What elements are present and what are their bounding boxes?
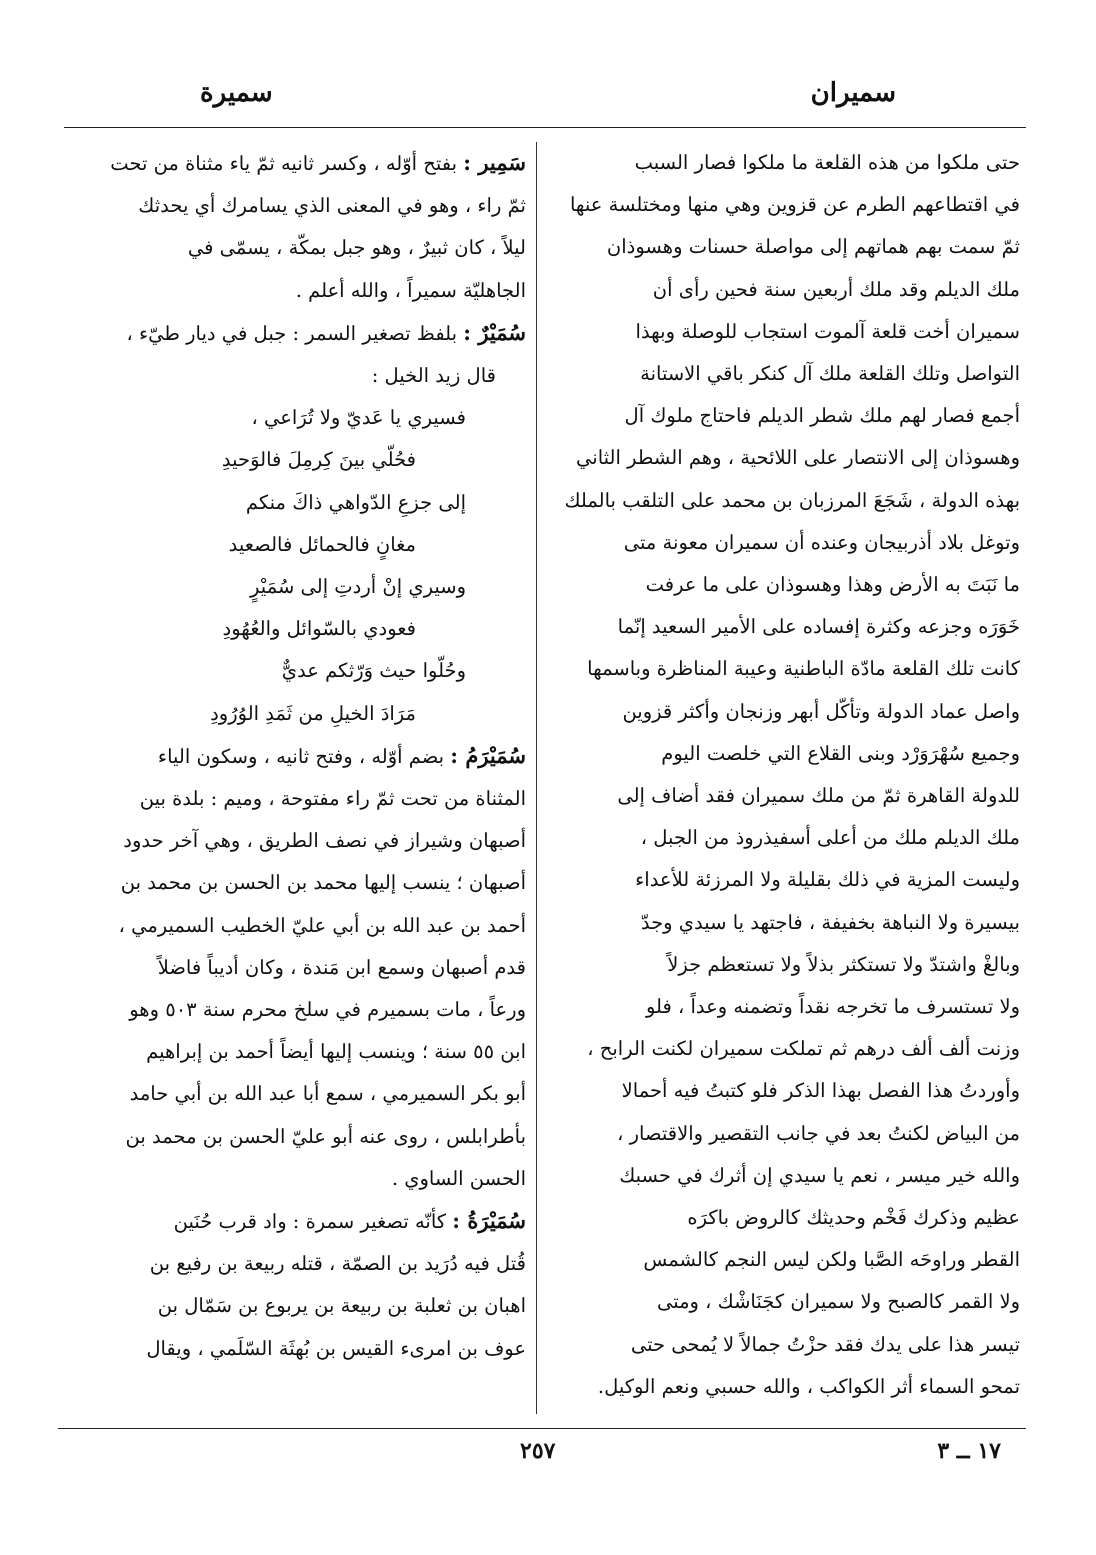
footer-rule <box>58 1428 1026 1429</box>
entry-line: بفتح أوّله ، وكسر ثانيه ثمّ ياء مثناة من تحت <box>110 152 458 175</box>
text-line: من البياض لكنتُ بعد في جانب التقصير والاقتصار ، <box>617 1121 1020 1145</box>
running-header-right: سميران <box>810 78 896 108</box>
entry-line: ورعاً ، مات بسميرم في سلخ محرم سنة ٥٠٣ وهو <box>129 998 526 1022</box>
entry-line: كأنّه تصغير سمرة : واد قرب حُنَين <box>173 1210 447 1234</box>
entry-line: المثناة من تحت ثمّ راء مفتوحة ، وميم : بلدة بين <box>139 787 526 811</box>
running-header-left: سميرة <box>200 78 273 108</box>
text-line: تيسر هذا على يدك فقد حزْتُ جمالاً لا يُمحى حتى <box>630 1332 1020 1356</box>
entry-line: بضم أوّله ، وفتح ثانيه ، وسكون الياء <box>157 744 445 768</box>
entry-line: ليلاً ، كان ثبيرٌ ، وهو جبل بمكّة ، يسمّى في <box>187 236 526 260</box>
entry-line: الجاهليّة سميراً ، والله أعلم . <box>295 278 526 302</box>
text-line: حتى ملكوا من هذه القلعة ما ملكوا فصار السبب <box>634 151 1020 174</box>
entry-line: بلفظ تصغير السمر : جبل في ديار طيّء ، <box>126 321 458 345</box>
entry-line: أصبهان ؛ ينسب إليها محمد بن الحسن بن محمد بن <box>120 871 526 895</box>
text-line: وتوغل بلاد أذربيجان وعنده أن سميران معونة متى <box>623 530 1020 554</box>
text-line: وجميع سُهْرَوَرْد وبنى القلاع التي خلصت اليوم <box>661 741 1020 765</box>
entry-line: أحمد بن عبد الله بن أبي عليّ الخطيب السميرمي ، <box>118 913 526 937</box>
page-number: ٢٥٧ <box>520 1438 556 1464</box>
entry-line: الحسن الساوي . <box>391 1166 526 1190</box>
text-line: وبالغْ واشتدّ ولا تستكثر بذلاً ولا تستعظم جزلاً <box>667 952 1020 976</box>
entry-headword: سَمِير : <box>463 150 526 175</box>
text-line: ملك الديلم ملك من أعلى أسفيذروذ من الجبل ، <box>640 826 1020 850</box>
signature-mark: ١٧ ــ ٣ <box>937 1438 1001 1464</box>
entry-line: ثمّ راء ، وهو في المعنى الذي يسامرك أي يحدثك <box>138 194 526 218</box>
text-line: ثمّ سمت بهم هماتهم إلى مواصلة حسنات وهسوذان <box>606 235 1020 259</box>
text-line: وهسوذان إلى الانتصار على اللائحية ، وهم الشطر الثاني <box>576 446 1020 470</box>
verse-first-hemistich: فسيري يا عَديّ ولا تُرَاعي ، <box>251 406 466 430</box>
entry-line: أبو بكر السميرمي ، سمع أبا عبد الله بن أبي حامد <box>129 1082 526 1106</box>
verse-second-hemistich: مَرَادَ الخيلِ من ثَمَدِ الوُرُودِ <box>210 701 416 725</box>
verse-first-hemistich: وحُلّوا حيث وَرّثكم عديٌّ <box>281 659 466 683</box>
entry-line: بأطرابلس ، روى عنه أبو عليّ الحسن بن محمد بن <box>125 1124 526 1148</box>
text-line: واصل عماد الدولة وتأكّل أبهر وزنجان وأكثر قزوين <box>622 699 1020 723</box>
verse <box>64 397 526 481</box>
text-line: بيسيرة ولا النباهة بخفيفة ، فاجتهد يا سيدي وجدّ <box>640 910 1020 934</box>
text-line: ما نَبَتَ به الأرض وهذا وهسوذان على ما عرفت <box>645 573 1020 597</box>
text-line: ولا القمر كالصبح ولا سميران كجَنَاشْك ، ومتى <box>656 1290 1020 1314</box>
left-column <box>64 142 526 1414</box>
text-line: أجمع فصار لهم ملك شطر الديلم فاحتاج ملوك آل <box>624 404 1020 428</box>
text-line: القطر وراوحَه الصَّبا ولكن ليس النجم كالشمس <box>643 1248 1020 1272</box>
verse-first-hemistich: وسيري إنْ أردتِ إلى سُمَيْرٍ <box>250 575 466 599</box>
text-line: سميران أخت قلعة آلموت استجاب للوصلة وبهذا <box>635 319 1020 343</box>
entry-line: عوف بن امرىء القيس بن بُهثَة السّلَمي ، ويقال <box>146 1336 526 1360</box>
entry-sumayrah <box>64 1200 526 1370</box>
entry-line: أصبهان وشيراز في نصف الطريق ، وهي آخر حدود <box>123 829 526 853</box>
text-line: كانت تلك القلعة مادّة الباطنية وعيبة المناظرة وباسمها <box>587 657 1020 681</box>
text-line: خَوَرَه وجزعه وكثرة إفساده على الأمير السعيد إنّما <box>617 615 1020 639</box>
text-line: وزنت ألف ألف درهم ثم تملكت سميران لكنت الرابح ، <box>587 1037 1020 1061</box>
right-column <box>558 142 1020 1414</box>
entry-sumayram <box>64 735 526 1200</box>
entry-line: اهبان بن ثعلبة بن ربيعة بن يربوع بن سَمّال بن <box>157 1294 526 1318</box>
entry-headword: سُمَيْرٌ : <box>463 319 526 345</box>
text-line: وأوردتُ هذا الفصل بهذا الذكر فلو كتبتُ فيه أحمالا <box>621 1079 1020 1103</box>
entry-line: ابن ٥٥ سنة ؛ وينسب إليها أيضاً أحمد بن إبراهيم <box>146 1040 526 1064</box>
verse-second-hemistich: فحُلّي بينَ كِرمِلَ فالوَحيدِ <box>221 448 416 472</box>
text-line: بهذه الدولة ، شَجَعَ المرزبان بن محمد على التلقب بالملك <box>564 488 1020 512</box>
text-line: التواصل وتلك القلعة ملك آل كنكر باقي الاستانة <box>640 362 1020 386</box>
header-rule <box>64 127 1026 128</box>
entry-line: قُتل فيه دُرَيد بن الصمّة ، قتله ربيعة بن رفيع بن <box>149 1252 526 1276</box>
text-line: تمحو السماء أثر الكواكب ، والله حسبي ونعم الوكيل. <box>597 1374 1020 1398</box>
entry-samir <box>64 142 526 312</box>
entry-line: قدم أصبهان وسمع ابن مَندة ، وكان أديباً فاضلاً <box>157 955 526 979</box>
verse <box>64 566 526 650</box>
entry-headword: سُمَيْرَةُ : <box>452 1208 526 1234</box>
verse-second-hemistich: مغانٍ فالحمائل فالصعيد <box>228 532 416 556</box>
text-line: عظيم وذكرك فَخْم وحديثك كالروض باكرَه <box>687 1206 1020 1230</box>
text-line: ولا تستسرف ما تخرجه نقداً وتضمنه وعداً ، فلو <box>645 995 1020 1019</box>
verse-second-hemistich: فعودي بالسّوائل والعُهُودِ <box>222 617 416 641</box>
entry-headword: سُمَيْرَمُ : <box>450 742 526 768</box>
entry-sumayr <box>64 312 526 735</box>
verse <box>64 650 526 734</box>
text-line: في اقتطاعهم الطرم عن قزوين وهي منها ومختلسة عنها <box>569 193 1020 217</box>
verse <box>64 482 526 566</box>
text-line: وليست المزية في ذلك بقليلة ولا المرزئة للأعداء <box>635 868 1020 892</box>
text-line: للدولة القاهرة ثمّ من ملك سميران فقد أضاف إلى <box>617 784 1020 808</box>
entry-line: قال زيد الخيل : <box>371 364 496 388</box>
column-separator <box>536 142 537 1414</box>
verse-first-hemistich: إلى جزعِ الدّواهي ذاكَ منكم <box>245 490 466 514</box>
text-line: ملك الديلم وقد ملك أربعين سنة فحين رأى أن <box>652 277 1020 301</box>
text-line: والله خير ميسر ، نعم يا سيدي إن أثرك في حسبك <box>619 1163 1020 1187</box>
